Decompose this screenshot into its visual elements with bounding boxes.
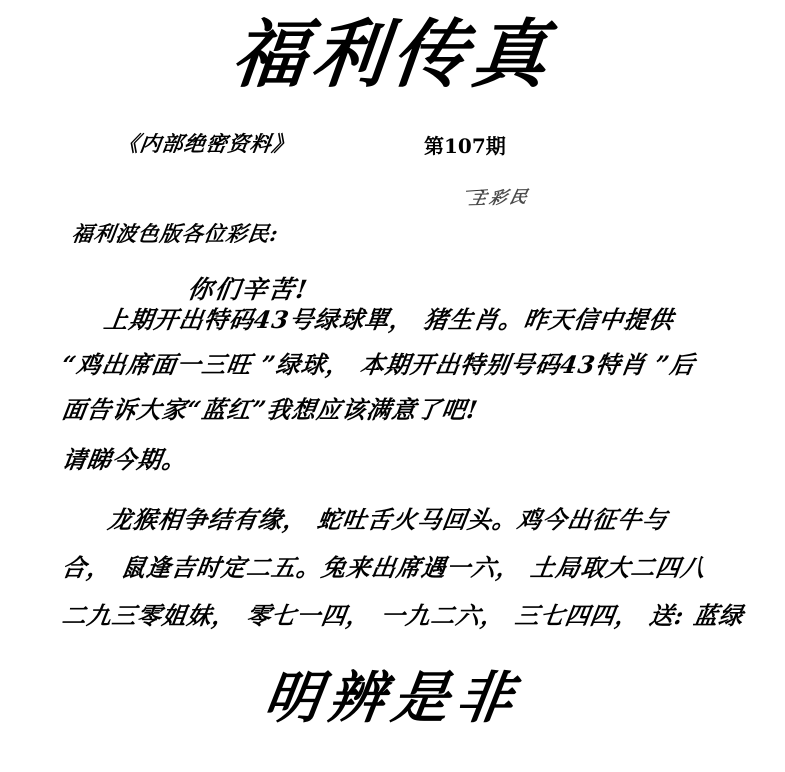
body-line: 请睇今期。 [60, 445, 190, 474]
greeting: 你们辛苦! [185, 275, 311, 304]
issue-number: 第107期 [424, 134, 506, 158]
subtitle-row [0, 128, 785, 162]
body-line: “鸡出席面一三旺 ”绿球， 本期开出特别号码43特肖 ”后 [60, 350, 697, 379]
forecast-line: 龙猴相争结有缘， 蛇吐舌火马回头。鸡今出征牛与 [106, 505, 670, 534]
salutation: 福利波色版各位彩民: [70, 221, 281, 246]
body-line: 面告诉大家“蓝红”我想应该满意了吧! [60, 395, 481, 424]
forecast-line: 二九三零姐妹， 零七一四， 一九二六， 三七四四， 送: 蓝绿 [60, 601, 746, 630]
body-line: 上期开出特码43号绿球單， 猪生肖。昨天信中提供 [102, 305, 676, 334]
footer-slogan: 明辨是非 [259, 665, 526, 731]
confidential-label: 《内部绝密资料》 [116, 131, 296, 156]
forecast-line: 合， 鼠逢吉时定二五。兔来出席遇一六， 土局取大二四八 [60, 553, 708, 582]
page-title: 福利传真 [227, 12, 558, 98]
signature: 主彩民 [467, 187, 533, 210]
